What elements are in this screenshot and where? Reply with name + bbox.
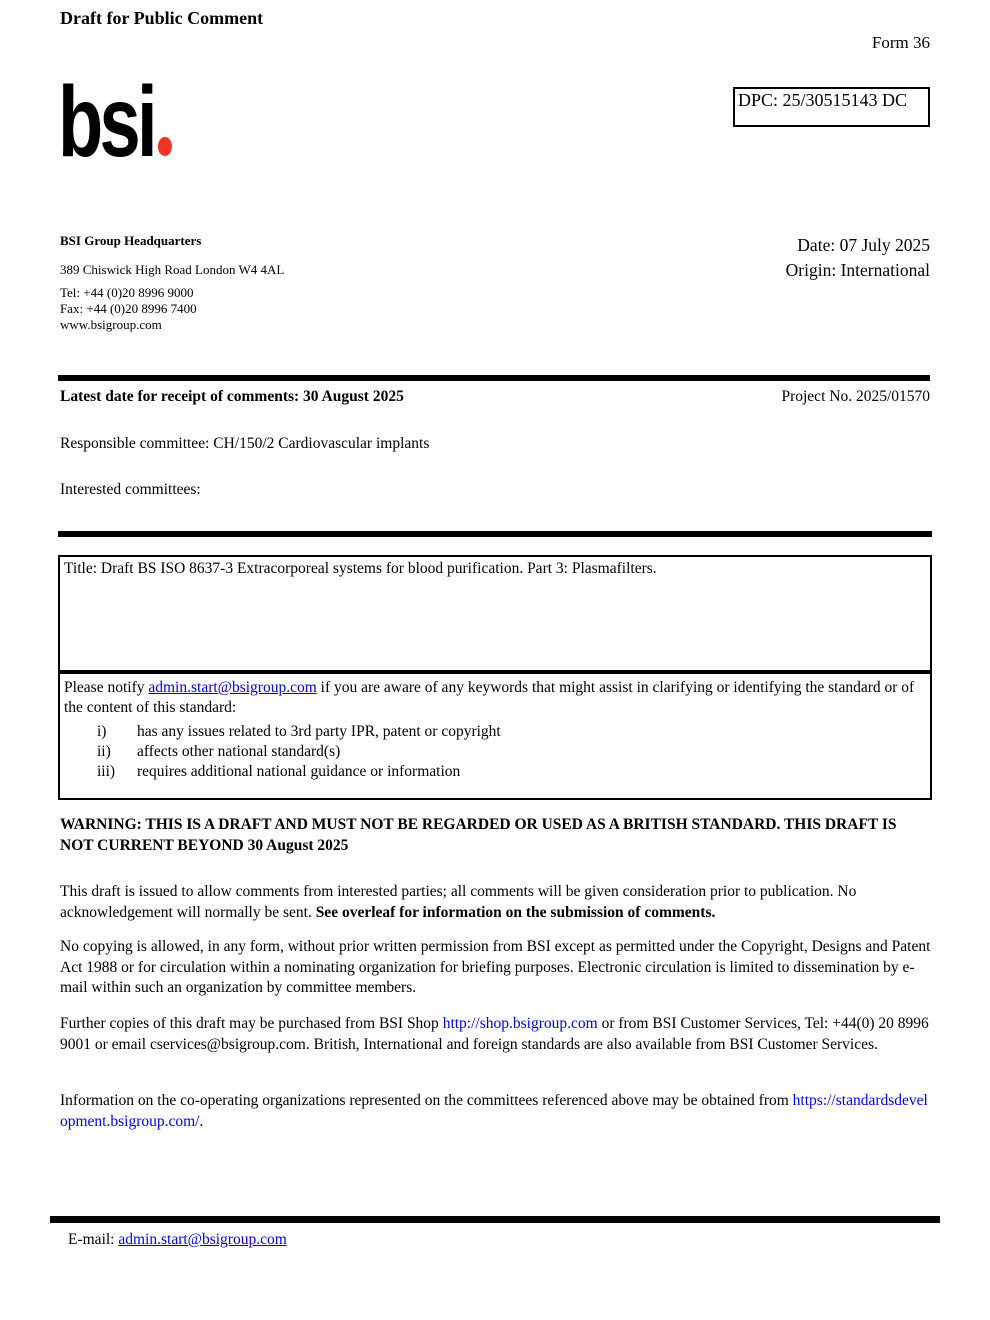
dpc-number: DPC: 25/30515143 DC [738, 90, 908, 110]
latest-date-row [60, 388, 930, 406]
latest-date-label: Latest date for receipt of comments: 30 August 2025 [60, 388, 404, 405]
footer-email-link[interactable]: admin.start@bsigroup.com [118, 1231, 287, 1248]
keywords-list [64, 722, 926, 782]
divider-middle [58, 531, 932, 537]
list-item-number: ii) [97, 743, 111, 760]
notify-email-link[interactable]: admin.start@bsigroup.com [148, 679, 317, 696]
hq-title: BSI Group Headquarters [60, 233, 202, 248]
list-item-text: has any issues related to 3rd party IPR, patent or copyright [137, 723, 501, 740]
hq-website: www.bsigroup.com [60, 317, 162, 332]
list-item-text: affects other national standard(s) [137, 743, 341, 760]
comments-text: This draft is issued to allow comments from interested parties; all comments will be given consideration prior to publication. No acknowledgement will normally be sent. [60, 883, 857, 921]
title-box [58, 555, 932, 672]
bsi-logo-text: bsi [58, 66, 154, 178]
comments-paragraph [60, 882, 932, 923]
list-item [64, 762, 926, 782]
keywords-notify-box [58, 672, 932, 800]
coop-organizations-paragraph [60, 1091, 932, 1132]
divider-top [58, 375, 930, 381]
bsi-logo [58, 66, 172, 178]
standards-development-link[interactable]: https://standardsdevelopment.bsigroup.com/ [60, 1092, 928, 1130]
hq-address: 389 Chiswick High Road London W4 4AL [60, 262, 285, 277]
hq-tel: Tel: +44 (0)20 8996 9000 [60, 285, 194, 300]
interested-committees: Interested committees: [60, 481, 201, 498]
list-item-number: i) [97, 723, 107, 740]
purchase-text-after: or from BSI Customer Services, Tel: +44(0) 20 8996 9001 or email cservices@bsigroup.com. British, International and foreign standards are also available from BSI Customer Services. [60, 1015, 929, 1053]
purchase-paragraph [60, 1014, 932, 1055]
footer-email-label: E-mail: [68, 1231, 119, 1248]
see-overleaf-text: See overleaf for information on the submission of comments. [315, 903, 716, 921]
list-item-number: iii) [97, 763, 116, 780]
coop-text-after: . [199, 1112, 204, 1130]
list-item [64, 742, 926, 762]
hq-fax: Fax: +44 (0)20 8996 7400 [60, 301, 197, 316]
date-line: Date: 07 July 2025 [797, 235, 930, 255]
project-number: Project No. 2025/01570 [781, 388, 930, 405]
notify-text-after: if you are aware of any keywords that might assist in clarifying or identifying the standard or of the content of this standard: [64, 679, 915, 716]
standard-title: Title: Draft BS ISO 8637-3 Extracorporeal systems for blood purification. Part 3: Plasmafilters. [64, 560, 657, 577]
warning-text: WARNING: THIS IS A DRAFT AND MUST NOT BE REGARDED OR USED AS A BRITISH STANDARD. THIS DRAFT IS NOT CURRENT BEYOND 30 August 2025 [60, 816, 897, 854]
origin-line: Origin: International [785, 260, 930, 280]
form-number: Form 36 [871, 33, 930, 52]
purchase-text-before: Further copies of this draft may be purchased from BSI Shop [60, 1015, 443, 1032]
footer-email-row [68, 1231, 287, 1249]
date-origin-block [60, 233, 930, 283]
notify-text-before: Please notify [64, 679, 149, 696]
bsi-shop-link[interactable]: http://shop.bsigroup.com [442, 1015, 598, 1032]
list-item [64, 722, 926, 742]
responsible-committee: Responsible committee: CH/150/2 Cardiovascular implants [60, 435, 430, 452]
notify-paragraph [64, 678, 926, 718]
dpc-number-box [733, 87, 930, 127]
bsi-logo-dot-icon [158, 137, 172, 156]
copyright-paragraph: No copying is allowed, in any form, without prior written permission from BSI except as permitted under the Copyright, Designs and Patent Act 1988 or for circulation within a nominating organization for briefing purposes. Electronic circulation is limited to dissemination by e-mail within such an organization by committee members. [60, 938, 931, 996]
page-title: Draft for Public Comment [60, 8, 264, 28]
coop-text-before: Information on the co-operating organizations represented on the committees referenced above may be obtained from [60, 1092, 793, 1109]
list-item-text: requires additional national guidance or information [137, 763, 461, 780]
divider-bottom [50, 1216, 940, 1223]
